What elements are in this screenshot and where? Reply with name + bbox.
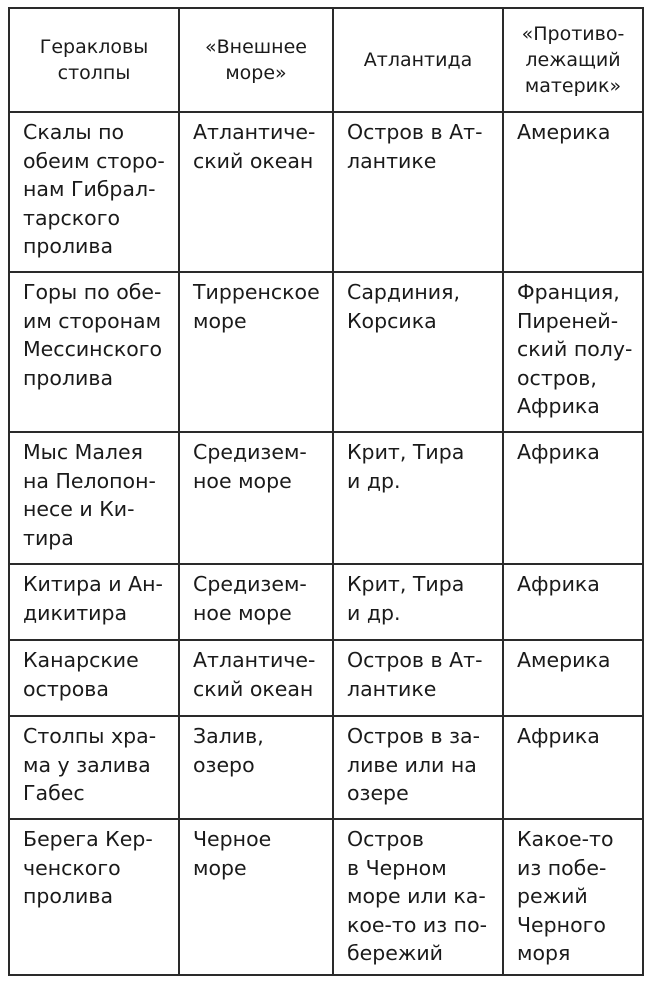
cell-pillars: Горы по обе- им сторонам Мессинского пролива [9,272,179,432]
cell-continent: Америка [503,112,643,272]
cell-outer-sea: Атлантиче- ский океан [179,640,333,716]
comparison-table [8,7,644,976]
cell-atlantis: Крит, Тира и др. [333,564,503,640]
cell-pillars: Мыс Малея на Пелопон- несе и Ки- тира [9,432,179,564]
cell-pillars: Китира и Ан- дикитира [9,564,179,640]
cell-outer-sea: Средизем- ное море [179,432,333,564]
table-row [9,564,643,640]
table-row [9,819,643,975]
cell-pillars: Канарские острова [9,640,179,716]
cell-atlantis: Крит, Тира и др. [333,432,503,564]
header-atlantis: Атлантида [333,8,503,112]
cell-atlantis: Остров в за- ливе или на озере [333,716,503,819]
table-row [9,432,643,564]
cell-atlantis: Сардиния, Корсика [333,272,503,432]
cell-outer-sea: Черное море [179,819,333,975]
cell-continent: Африка [503,716,643,819]
header-heracles-pillars: Геракловы столпы [9,8,179,112]
cell-continent: Какое-то из побе- режий Черного моря [503,819,643,975]
cell-outer-sea: Атлантиче- ский океан [179,112,333,272]
cell-pillars: Скалы по обеим сторо- нам Гибрал- тарского пролива [9,112,179,272]
cell-outer-sea: Залив, озеро [179,716,333,819]
table-row [9,716,643,819]
header-opposite-continent: «Противо- лежащий материк» [503,8,643,112]
cell-outer-sea: Тирренское море [179,272,333,432]
cell-continent: Африка [503,432,643,564]
cell-atlantis: Остров в Ат- лантике [333,112,503,272]
cell-pillars: Столпы хра- ма у залива Габес [9,716,179,819]
cell-continent: Америка [503,640,643,716]
cell-atlantis: Остров в Ат- лантике [333,640,503,716]
cell-pillars: Берега Кер- ченского пролива [9,819,179,975]
cell-atlantis: Остров в Черном море или ка- кое-то из по- бережий [333,819,503,975]
table-row [9,640,643,716]
header-outer-sea: «Внешнее море» [179,8,333,112]
cell-outer-sea: Средизем- ное море [179,564,333,640]
table-header-row [9,8,643,112]
cell-continent: Африка [503,564,643,640]
table-row [9,112,643,272]
cell-continent: Франция, Пиреней- ский полу- остров, Африка [503,272,643,432]
table-row [9,272,643,432]
